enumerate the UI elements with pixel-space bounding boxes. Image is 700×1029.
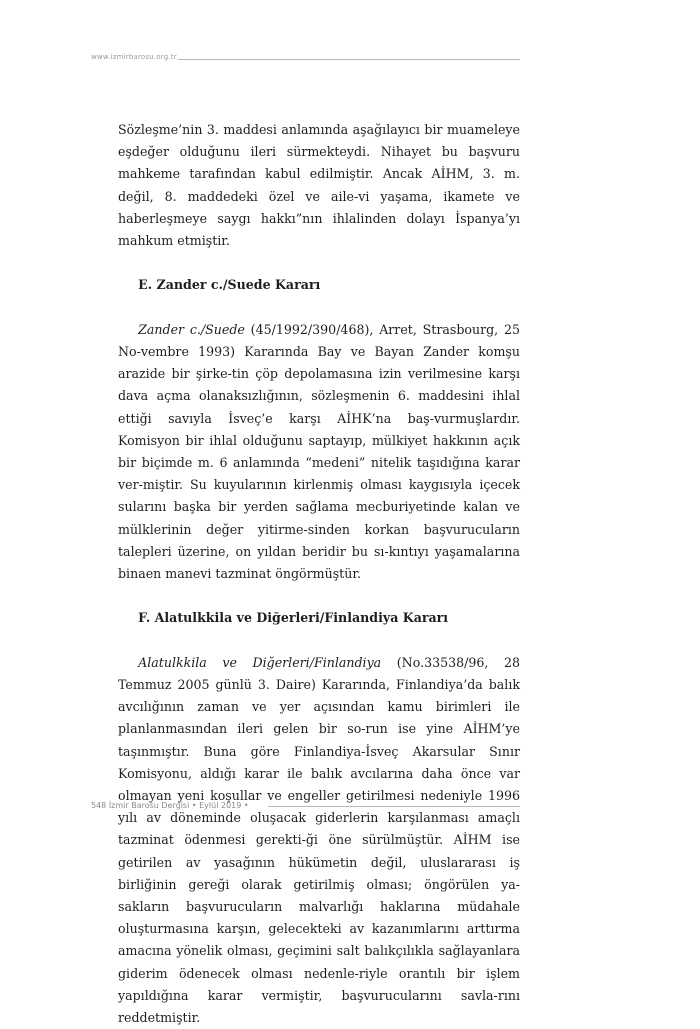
case-name-alatulkkila: Alatulkkila ve Diğerleri/Finlandiya — [138, 654, 382, 670]
paragraph-3-text: (No.33538/96, 28 Temmuz 2005 günlü 3. Daire) Kararında, Finlandiya’da balık avcılığının zaman ve yer açısından kamu birimleri ile planlanmasından ileri gelen bir so-run ise yine AİHM’ye taşınmıştır. Buna göre Finlandiya-İsveç Akarsular Sınır Komisyonu, aldığı karar ile balık avcılarına daha önce var olmayan yeni koşullar ve engeller getirilmesi nedeniyle 1996 yılı av döneminde oluşacak giderlerin karşılanması amaçlı tazminat ödenmesi gerekti-ği öne sürülmüştür. AİHM ise getirilen av yasağının hükümetin değil, uluslararası iş birliğinin gereği olarak getirilmiş olması; öngörülen ya-sakların başvurucuların malvarlığı haklarına müdahale oluşturmasına karşın, gelecekteki av kazanımlarını arttırma amacına yönelik olması, geçimini salt balıkçılıkla sağlayanlara giderim ödenecek olması nedenle-riyle orantılı bir işlem yapıldığına karar vermiştir, başvurucularını savla-rını reddetmiştir. — [118, 654, 520, 1026]
paragraph-2 — [118, 319, 520, 585]
section-heading-f: F. Alatulkkila ve Diğerleri/Finlandiya Kararı — [138, 610, 449, 626]
footer-divider — [268, 806, 520, 807]
header-url: www.izmirbarosu.org.tr — [91, 53, 177, 61]
article-body — [118, 119, 520, 1029]
footer-journal-info: 548 İzmir Barosu Dergisi • Eylül 2019 • — [91, 801, 249, 810]
header-divider — [178, 59, 520, 60]
paragraph-2-text: (45/1992/390/468), Arret, Strasbourg, 25 No-vembre 1993) Kararında Bay ve Bayan Zander komşu arazide bir şirke-tin çöp depolamasına izin verilmesine karşı dava açma olanaksızlığının, sözleşmenin 6. maddesini ihlal ettiği savıyla İsveç’e karşı AİHK’na baş-vurmuşlardır. Komisyon bir ihlal olduğunu saptayıp, mülkiyet hakkının açık bir biçimde m. 6 anlamında “medeni” nitelik taşıdığına karar ver-miştir. Su kuyularının kirlenmiş olması kaygısıyla içecek sularını başka bir yerden sağlama mecburiyetinde kalan ve mülklerinin değer yitirme-sinden korkan başvurucuların talepleri üzerine, on yıldan beridir bu sı-kıntıyı yaşamalarına binaen manevi tazminat öngörmüştür. — [118, 321, 520, 582]
paragraph-3 — [118, 652, 520, 1029]
section-heading-e: E. Zander c./Suede Kararı — [138, 277, 321, 293]
case-name-zander: Zander c./Suede — [138, 321, 245, 337]
paragraph-1: Sözleşme’nin 3. maddesi anlamında aşağılayıcı bir muameleye eşdeğer olduğunu ileri sürmekteydi. Nihayet bu başvuru mahkeme tarafından kabul edilmiştir. Ancak AİHM, 3. m. değil, 8. maddedeki özel ve aile-vi yaşama, ikamete ve haberleşmeye saygı hakkı”nın ihlalinden dolayı İspanya’yı mahkum etmiştir. — [118, 122, 520, 249]
